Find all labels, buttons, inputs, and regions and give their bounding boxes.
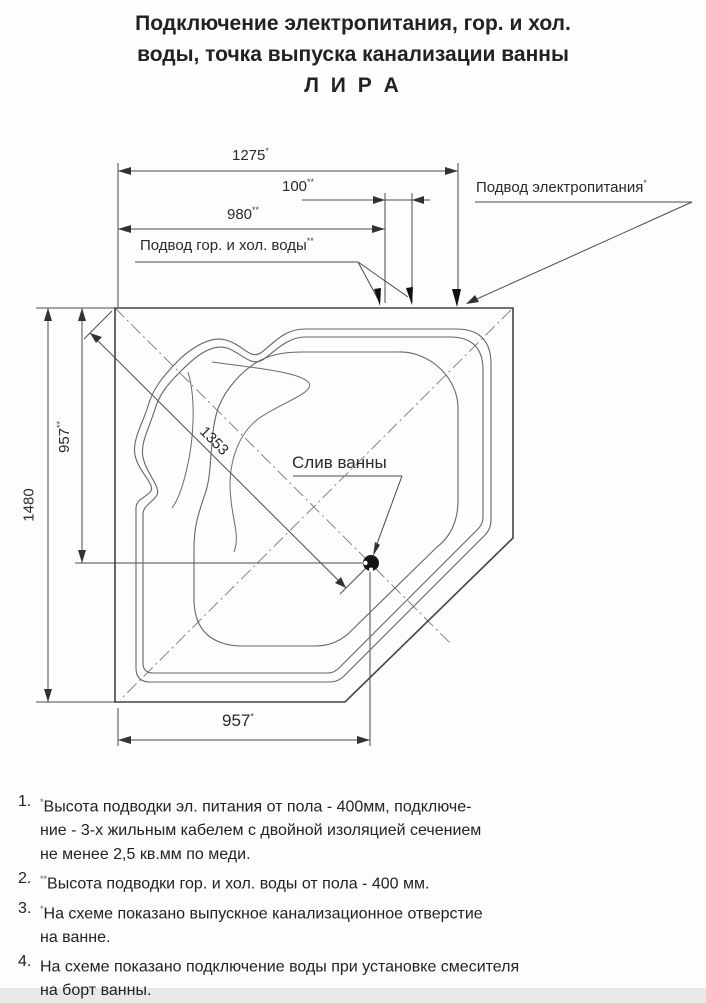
seat-curve-2 (172, 372, 193, 508)
drain-label: Слив ванны (292, 453, 387, 472)
dim-1480: 1480 (20, 488, 38, 522)
dim-957-bottom: 957* (222, 711, 254, 730)
dim-957-left: 957** (55, 420, 73, 454)
rim-line-inner (142, 337, 483, 673)
dim-1275: 1275* (232, 146, 269, 164)
footnotes (18, 790, 678, 1003)
note-2: 2. **Высота подводки гор. и хол. воды от пола - 400 мм. (18, 870, 430, 893)
dim-1353: 1353 (196, 423, 232, 459)
note-3: 3. *На схеме показано выпускное канализационное отверстие на ванне. (18, 899, 483, 946)
note-1: 1. *Высота подводки эл. питания от пола - 400мм, подключе- ние - 3-х жильным кабелем с двойной изоляцией сечением не менее 2,5 кв.мм по меди. (18, 793, 482, 864)
connection-point-arrows (374, 287, 461, 307)
title-line-3: Л И Р А (304, 74, 402, 97)
water-supply-label: Подвод гор. и хол. воды** (140, 236, 314, 254)
power-supply-label: Подвод электропитания* (476, 178, 647, 196)
title-line-1: Подключение электропитания, гор. и хол. (135, 12, 571, 35)
dim-980: 980** (227, 205, 260, 223)
title-line-2: воды, точка выпуска канализации ванны (137, 43, 569, 66)
dim-100: 100** (282, 177, 315, 195)
note-4: 4. На схеме показано подключение воды при установке смесителя на борт ванны. (18, 952, 520, 1000)
